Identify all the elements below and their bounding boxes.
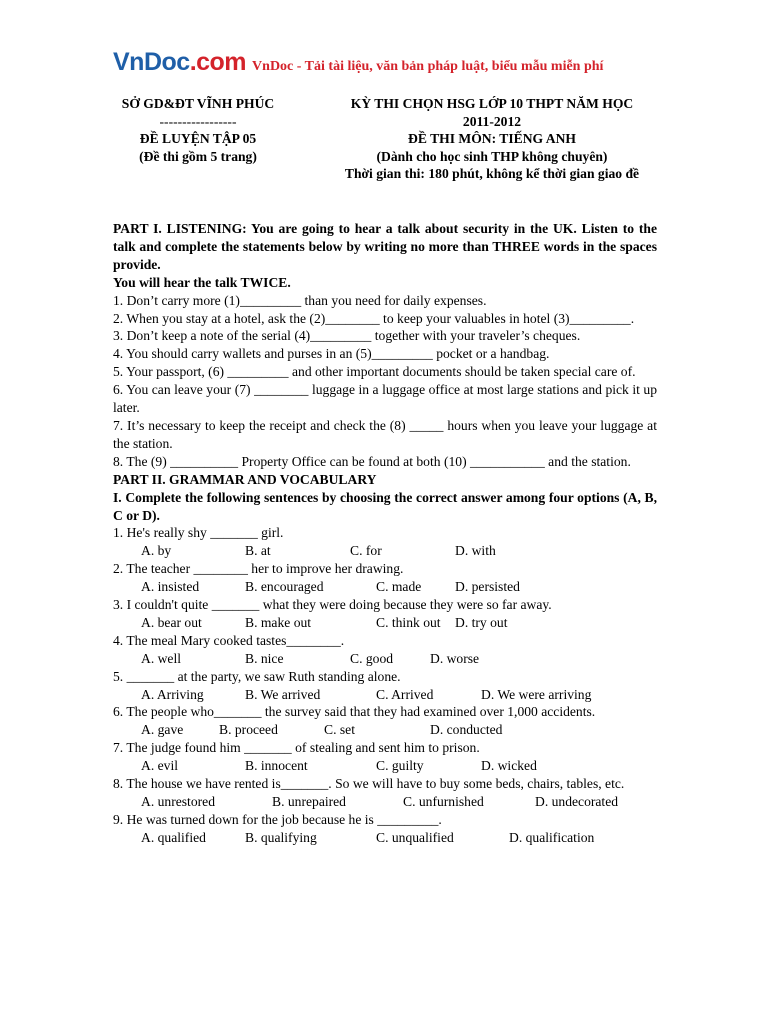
listening-item: 3. Don’t keep a note of the serial (4)_________ together with your traveler’s cheques. [113,328,581,344]
option-b: B. We arrived [245,686,321,702]
option-c: C. set [324,722,355,738]
exam-title: KỲ THI CHỌN HSG LỚP 10 THPT NĂM HỌC [350,96,634,111]
option-c: C. good [350,650,394,666]
option-c: C. unqualified [376,829,454,845]
option-d: D. worse [430,650,480,666]
department-name: SỞ GD&ĐT VĨNH PHÚC [121,96,275,111]
exam-audience: (Dành cho học sinh THP không chuyên) [376,148,608,164]
answer-options [113,578,657,596]
question-text: 7. The judge found him _______ of stealing and sent him to prison. [113,740,480,756]
part1-subtitle: You will hear the talk TWICE. [113,274,291,290]
option-b: B. encouraged [245,579,324,595]
question-text: 1. He's really shy _______ girl. [113,525,284,541]
answer-options [113,614,657,632]
listening-item: 4. You should carry wallets and purses in an (5)_________ pocket or a handbag. [113,346,550,362]
answer-options [113,793,657,811]
option-d: D. persisted [455,579,520,595]
option-d: D. qualification [509,829,595,845]
vndoc-logo: VnDoc.com [113,48,247,76]
question-text: 3. I couldn't quite _______ what they were doing because they were so far away. [113,597,552,613]
brand-tagline: VnDoc - Tải tài liệu, văn bản pháp luật, biểu mẫu miễn phí [252,59,604,74]
question-text: 6. The people who_______ the survey said that they had examined over 1,000 accidents. [113,704,596,720]
option-b: B. qualifying [245,829,317,845]
option-d: D. undecorated [535,794,619,809]
brand-banner [113,48,603,78]
listening-item: 5. Your passport, (6) _________ and other important documents should be taken special care of. [113,364,636,380]
question-text: 2. The teacher ________ her to improve her drawing. [113,561,404,577]
listening-item: 7. It’s necessary to keep the receipt and check the (8) _____ hours when you leave your luggage at the station. [113,417,657,451]
part2-title: PART II. GRAMMAR AND VOCABULARY [113,471,377,487]
listening-item: 2. When you stay at a hotel, ask the (2)________ to keep your valuables in hotel (3)_________. [113,310,635,326]
answer-options [113,757,657,775]
option-a: A. by [141,543,172,559]
option-c: C. unfurnished [403,794,484,809]
option-b: B. proceed [219,722,278,738]
option-b: B. at [245,543,271,559]
exam-duration: Thời gian thi: 180 phút, không kể thời gian giao đề [344,166,640,181]
option-a: A. insisted [141,579,200,595]
exam-subject: ĐỀ THI MÔN: TIẾNG ANH [408,131,576,146]
option-c: C. Arrived [376,686,434,702]
option-b: B. unrepaired [272,794,346,809]
answer-options [113,829,657,847]
header-left [108,95,288,165]
option-a: A. Arriving [141,686,204,702]
answer-options [113,650,657,668]
answer-options [113,686,657,704]
answer-options [113,542,657,560]
option-b: B. nice [245,650,284,666]
option-a: A. evil [141,758,178,774]
listening-item: 1. Don’t carry more (1)_________ than you need for daily expenses. [113,292,487,308]
question-text: 4. The meal Mary cooked tastes________. [113,632,345,648]
header-right [318,95,666,183]
listening-item: 6. You can leave your (7) ________ luggage in a luggage office at most large stations and pick it up later. [113,382,657,416]
option-c: C. think out [376,614,441,630]
school-year: 2011-2012 [462,113,522,129]
header-divider: ----------------- [159,113,237,129]
option-d: D. We were arriving [481,686,592,702]
option-a: A. well [141,650,182,666]
option-d: D. with [455,543,496,559]
part1-title: PART I. LISTENING: You are going to hear a talk about security in the UK. Listen to the talk and complete the statements below by writing no more than THREE words in the spaces provide. [113,221,657,272]
option-d: D. try out [455,614,508,630]
option-c: C. made [376,579,422,595]
option-a: A. qualified [141,829,206,845]
answer-options [113,721,657,739]
question-text: 8. The house we have rented is_______. So we will have to buy some beds, chairs, tables, etc. [113,776,625,792]
part2-section-title: I. Complete the following sentences by choosing the correct answer among four options (A, B, C or D). [113,489,657,523]
option-c: C. guilty [376,758,424,774]
page-count-note: (Đề thi gồm 5 trang) [139,148,257,164]
option-a: A. unrestored [141,794,215,809]
option-d: D. wicked [481,758,537,774]
option-c: C. for [350,543,382,559]
listening-item: 8. The (9) __________ Property Office can be found at both (10) ___________ and the station. [113,453,631,469]
question-text: 9. He was turned down for the job because he is _________. [113,811,442,827]
option-b: B. innocent [245,758,308,774]
option-b: B. make out [245,614,312,630]
exam-body [113,220,657,847]
question-text: 5. _______ at the party, we saw Ruth standing alone. [113,668,401,684]
option-a: A. bear out [141,614,202,630]
option-d: D. conducted [430,722,503,738]
exam-code: ĐỀ LUYỆN TẬP 05 [139,131,257,146]
option-a: A. gave [141,722,184,738]
